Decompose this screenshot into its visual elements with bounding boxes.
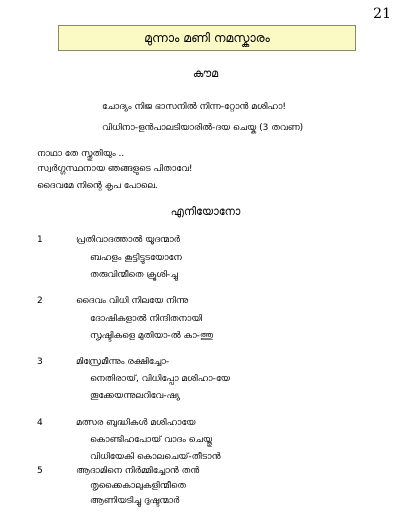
verse-line: ആദാമിനെ നിർമ്മിച്ചോൻ തൻ (76, 466, 200, 476)
intro-line: വിധിനാ-ളൻപാലടിയാരിൽ-ദയ ചെയ്ക (3 തവണ) (102, 123, 304, 133)
verse-line: നെതിരായ്, വിധിപ്പോ മശിഹാ-യേ (90, 374, 230, 384)
verse-number: 1 (37, 235, 43, 245)
verse-line: ബഹളം കൂട്ടിട്ടുടയോനേ (90, 253, 182, 263)
verse-line: മത്സര ബുദ്ധികൾ മശിഹായേ (76, 418, 196, 428)
page-title: മുന്നാം മണി നമസ്കാരം (144, 30, 270, 45)
prayer-line: ദൈവമേ നിന്റെ കൃപ പോലെ. (37, 181, 158, 191)
section-heading-eniyono: എനിയോനോ (170, 205, 241, 218)
verse-number: 3 (37, 357, 43, 367)
verse-number: 2 (37, 296, 43, 306)
page-number: 21 (373, 6, 391, 22)
verse-number: 4 (37, 418, 43, 428)
verse-line: പ്രതിവാദത്താൽ യൂദന്മാർ (76, 235, 180, 245)
verse-line: സൃഷ്ടികളെ മുതിയാ-ൽ കാ-ത്തു (90, 331, 214, 341)
verse-line: ആണിയടിച്ചു ദുഷ്ടന്മാർ (90, 496, 180, 506)
prayer-line: നാഥാ തേ സ്തുതിയും .. (37, 149, 125, 159)
verse-line: മിസ്രേമീന്നും രക്ഷിച്ചോ- (76, 357, 170, 367)
verse-line: തൃക്കൈകാലുകളിന്മീതെ (90, 481, 186, 491)
verse-line: കൊണ്ടിഹപോയ് വാദം ചെയ്തു (90, 435, 213, 445)
verse-number: 5 (37, 466, 43, 476)
verse-line: തൂക്കേയന്നുലറിവേ-ഷ്യ (90, 391, 180, 401)
prayer-line: സ്വർഗ്ഗസ്ഥനായ ഞങ്ങളുടെ പിതാവേ! (37, 164, 193, 174)
title-box (58, 25, 356, 51)
intro-line: ചോദ്യം നിജ ഭാസനിൽ നിന്ന-റ്റോൻ മശിഹാ! (102, 102, 286, 112)
section-heading-kauma: കൗമ (192, 67, 219, 80)
verse-line: തരുവിന്മീതെ ക്രൂശി-ച്ചു (90, 270, 178, 280)
verse-line: ദോഷികളാൽ നിന്ദിതനായി (90, 314, 203, 324)
verse-line: ദൈവം വിധി നിലയേ നിന്നു (76, 296, 189, 306)
verse-line: വിധിയേകി കൊലചെയ്-തീടാൻ (90, 452, 221, 462)
